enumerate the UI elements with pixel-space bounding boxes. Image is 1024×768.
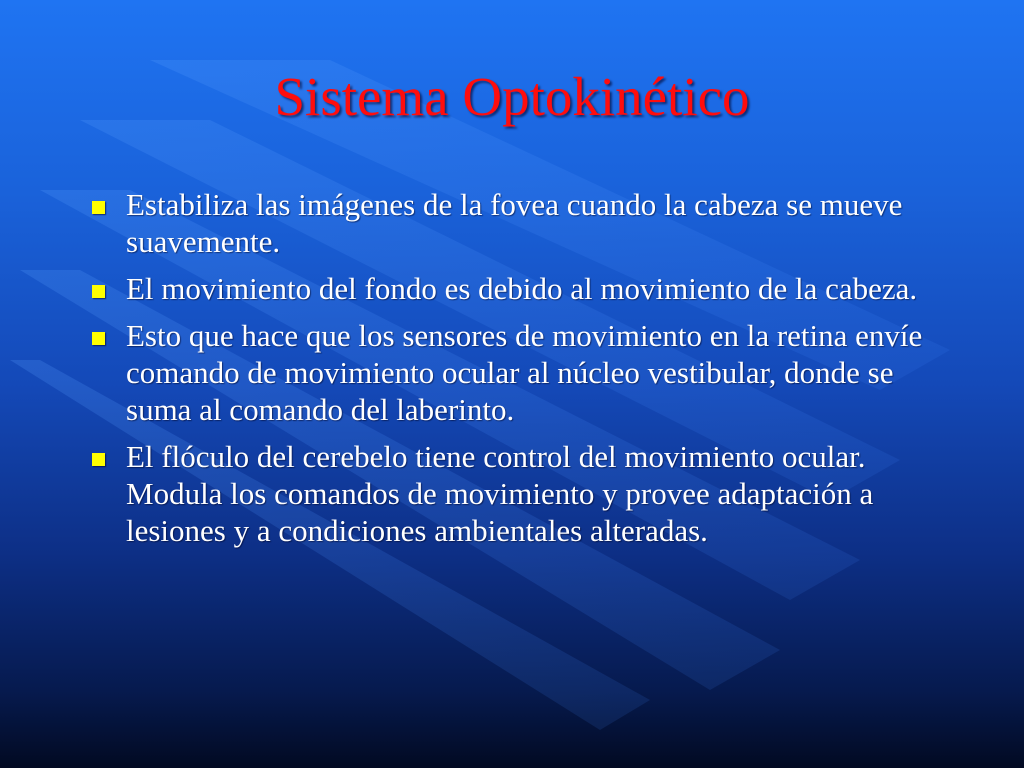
square-bullet-icon: [92, 453, 105, 466]
slide-title: Sistema Optokinético: [274, 66, 750, 127]
list-item: [90, 186, 940, 260]
bullet-text: El flóculo del cerebelo tiene control del movimiento ocular. Modula los comandos de movimiento y provee adaptación a lesiones y a condiciones ambientales alteradas.: [126, 439, 874, 548]
list-item: [90, 270, 940, 307]
bullet-list: [90, 186, 940, 559]
bullet-text: El movimiento del fondo es debido al movimiento de la cabeza.: [126, 271, 918, 306]
list-item: [90, 317, 940, 428]
square-bullet-icon: [92, 285, 105, 298]
list-item: [90, 438, 940, 549]
bullet-text: Esto que hace que los sensores de movimiento en la retina envíe comando de movimiento ocular al núcleo vestibular, donde se suma al comando del laberinto.: [126, 318, 923, 427]
bullet-text: Estabiliza las imágenes de la fovea cuando la cabeza se mueve suavemente.: [126, 187, 903, 259]
square-bullet-icon: [92, 201, 105, 214]
square-bullet-icon: [92, 332, 105, 345]
